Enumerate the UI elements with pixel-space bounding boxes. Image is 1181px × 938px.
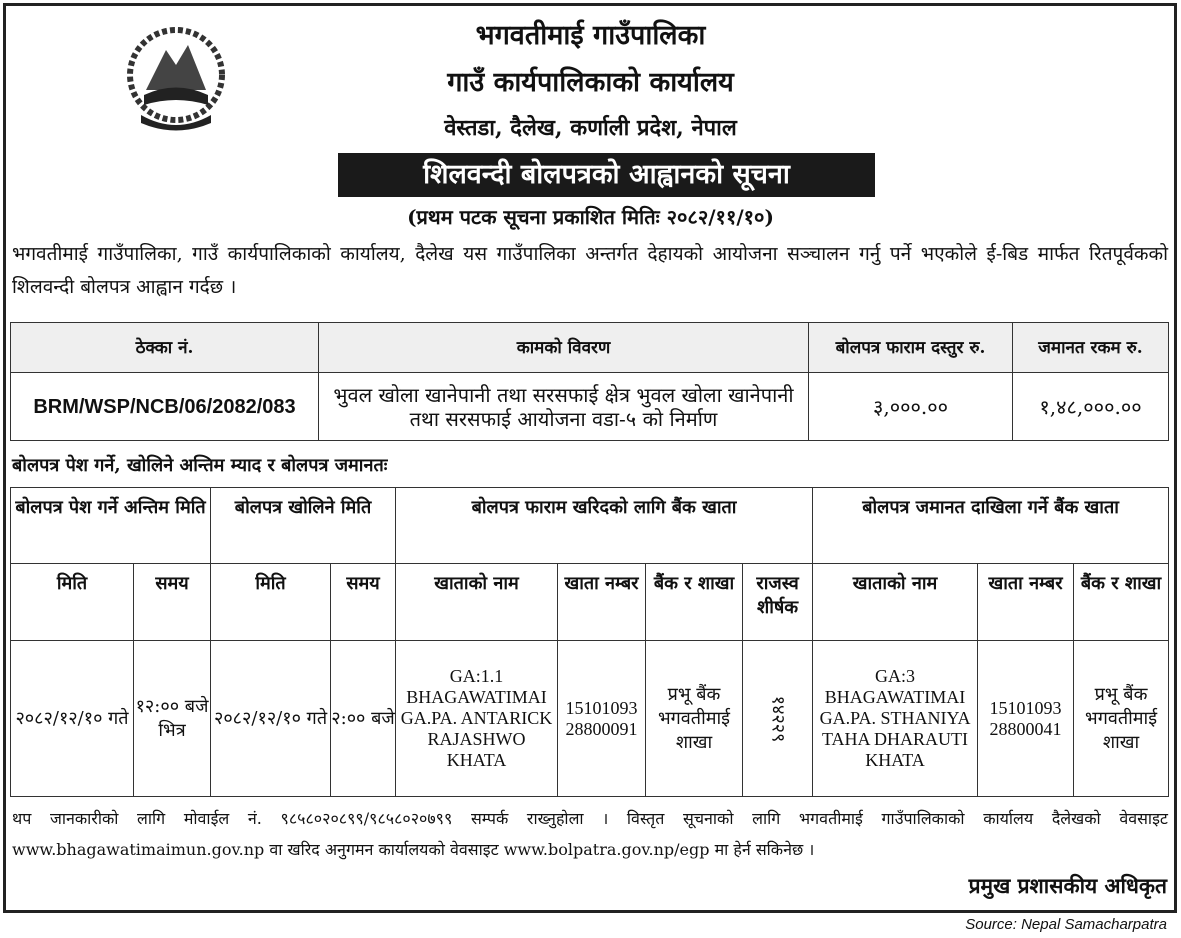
work-description: भुवल खोला खानेपानी तथा सरसफाई क्षेत्र भुवल खोला खानेपानी तथा सरसफाई आयोजना वडा-५ को निर्माण <box>319 373 809 441</box>
schedule-table <box>10 487 1169 797</box>
submit-date: २०८२/१२/१० गते <box>11 641 134 797</box>
sub-header: समय <box>134 564 211 641</box>
office-name: गाउँ कार्यपालिकाको कार्यालय <box>447 67 734 98</box>
deposit-account-no: 15101093 28800041 <box>978 641 1074 797</box>
table-header-row <box>11 323 1169 373</box>
contact-info: थप जानकारीको लागि मोवाईल नं. ९८५८०२०८९९/९८५८०२०७९९ सम्पर्क राख्नुहोला । विस्तृत सूचनाको लागि भगवतीमाई गाउँपालिकाको कार्यालय दैलेखको वेवसाइट www.bhagawatimaimun.gov.np वा खरिद अनुगमन कार्यालयको वेवसाइट www.bolpatra.gov.np/egp मा हेर्न सकिनेछ । <box>12 809 1168 859</box>
group-header-row <box>11 488 1169 564</box>
schedule-subheading: बोलपत्र पेश गर्ने, खोलिने अन्तिम म्याद र बोलपत्र जमानतः <box>12 455 388 476</box>
table-row <box>11 641 1169 797</box>
form-fee: ३,०००.०० <box>809 373 1013 441</box>
sub-header: बैंक र शाखा <box>646 564 743 641</box>
open-date: २०८२/१२/१० गते <box>211 641 331 797</box>
notice-title: शिलवन्दी बोलपत्रको आह्वानको सूचना <box>338 153 875 197</box>
intro-paragraph: भगवतीमाई गाउँपालिका, गाउँ कार्यपालिकाको कार्यालय, दैलेख यस गाउँपालिका अन्तर्गत देहायको आयोजना सञ्चालन गर्नु पर्ने भएकोले ई-बिड मार्फत रितपूर्वकको शिलवन्दी बोलपत्र आह्वान गर्दछ । <box>12 243 1168 298</box>
sub-header: समय <box>331 564 396 641</box>
sub-header: बैंक र शाखा <box>1074 564 1169 641</box>
group-opening: बोलपत्र खोलिने मिति <box>211 488 396 564</box>
group-deposit-bank: बोलपत्र जमानत दाखिला गर्ने बैंक खाता <box>813 488 1169 564</box>
signatory: प्रमुख प्रशासकीय अधिकृत <box>968 873 1167 898</box>
sub-header: खाताको नाम <box>396 564 558 641</box>
contract-table <box>10 322 1169 441</box>
deposit-bank: प्रभू बैंक भगवतीमाई शाखा <box>1074 641 1169 797</box>
revenue-head: १४२२९ <box>767 695 789 742</box>
sub-header: मिति <box>211 564 331 641</box>
form-bank: प्रभू बैंक भगवतीमाई शाखा <box>646 641 743 797</box>
header-form-fee: बोलपत्र फाराम दस्तुर रु. <box>809 323 1013 373</box>
publish-date: (प्रथम पटक सूचना प्रकाशित मितिः २०८२/११/१०) <box>407 205 774 229</box>
sub-header: राजस्व शीर्षक <box>743 564 813 641</box>
submit-time: १२:०० बजे भित्र <box>134 641 211 797</box>
table-row <box>11 373 1169 441</box>
sub-header: खाताको नाम <box>813 564 978 641</box>
bid-security: १,४८,०००.०० <box>1013 373 1169 441</box>
group-submission: बोलपत्र पेश गर्ने अन्तिम मिति <box>11 488 211 564</box>
sub-header-row <box>11 564 1169 641</box>
office-address: वेस्तडा, दैलेख, कर्णाली प्रदेश, नेपाल <box>444 115 737 141</box>
source-credit: Source: Nepal Samacharpatra <box>965 916 1167 933</box>
deposit-account-name: GA:3 BHAGAWATIMAI GA.PA. STHANIYA TAHA DHARAUTI KHATA <box>813 641 978 797</box>
municipality-name: भगवतीमाई गाउँपालिका <box>475 20 706 51</box>
group-form-bank: बोलपत्र फाराम खरिदको लागि बैंक खाता <box>396 488 813 564</box>
sub-header: मिति <box>11 564 134 641</box>
revenue-head-cell <box>743 641 813 797</box>
open-time: २:०० बजे <box>331 641 396 797</box>
sub-header: खाता नम्बर <box>558 564 646 641</box>
form-account-no: 15101093 28800091 <box>558 641 646 797</box>
header-work-description: कामको विवरण <box>319 323 809 373</box>
form-account-name: GA:1.1 BHAGAWATIMAI GA.PA. ANTARICK RAJASHWO KHATA <box>396 641 558 797</box>
sub-header: खाता नम्बर <box>978 564 1074 641</box>
header-contract-no: ठेक्का नं. <box>11 323 319 373</box>
contract-no: BRM/WSP/NCB/06/2082/083 <box>11 373 319 441</box>
header-bid-security: जमानत रकम रु. <box>1013 323 1169 373</box>
